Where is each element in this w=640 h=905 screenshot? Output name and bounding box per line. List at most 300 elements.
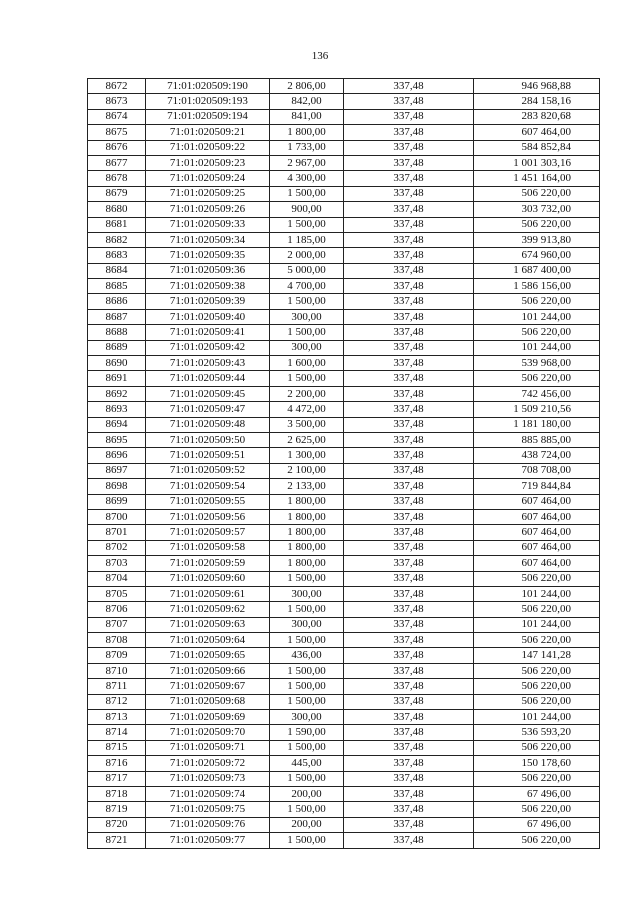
cadastral-number-cell: 71:01:020509:34 — [146, 232, 270, 247]
table-row — [88, 833, 600, 848]
table-row — [88, 740, 600, 755]
area-cell: 200,00 — [270, 786, 344, 801]
value-cell: 506 220,00 — [474, 571, 600, 586]
table-row — [88, 571, 600, 586]
area-cell: 1 800,00 — [270, 556, 344, 571]
table-row — [88, 432, 600, 447]
row-number-cell: 8686 — [88, 294, 146, 309]
table-row — [88, 294, 600, 309]
value-cell: 101 244,00 — [474, 340, 600, 355]
row-number-cell: 8697 — [88, 463, 146, 478]
row-number-cell: 8679 — [88, 186, 146, 201]
cadastral-number-cell: 71:01:020509:67 — [146, 679, 270, 694]
table-row — [88, 186, 600, 201]
rate-cell: 337,48 — [344, 725, 474, 740]
cadastral-value-table — [87, 78, 600, 849]
value-cell: 946 968,88 — [474, 79, 600, 94]
row-number-cell: 8677 — [88, 155, 146, 170]
table-row — [88, 817, 600, 832]
rate-cell: 337,48 — [344, 356, 474, 371]
table-row — [88, 509, 600, 524]
rate-cell: 337,48 — [344, 802, 474, 817]
cadastral-number-cell: 71:01:020509:59 — [146, 556, 270, 571]
table-body — [88, 79, 600, 849]
rate-cell: 337,48 — [344, 509, 474, 524]
cadastral-number-cell: 71:01:020509:193 — [146, 94, 270, 109]
area-cell: 1 800,00 — [270, 494, 344, 509]
cadastral-number-cell: 71:01:020509:35 — [146, 248, 270, 263]
value-cell: 506 220,00 — [474, 294, 600, 309]
cadastral-number-cell: 71:01:020509:39 — [146, 294, 270, 309]
value-cell: 101 244,00 — [474, 586, 600, 601]
table-row — [88, 202, 600, 217]
rate-cell: 337,48 — [344, 140, 474, 155]
rate-cell: 337,48 — [344, 679, 474, 694]
area-cell: 2 967,00 — [270, 155, 344, 170]
cadastral-number-cell: 71:01:020509:65 — [146, 648, 270, 663]
area-cell: 1 500,00 — [270, 679, 344, 694]
cadastral-number-cell: 71:01:020509:44 — [146, 371, 270, 386]
row-number-cell: 8675 — [88, 125, 146, 140]
row-number-cell: 8704 — [88, 571, 146, 586]
cadastral-number-cell: 71:01:020509:42 — [146, 340, 270, 355]
value-cell: 283 820,68 — [474, 109, 600, 124]
row-number-cell: 8700 — [88, 509, 146, 524]
row-number-cell: 8706 — [88, 602, 146, 617]
value-cell: 506 220,00 — [474, 217, 600, 232]
row-number-cell: 8714 — [88, 725, 146, 740]
value-cell: 506 220,00 — [474, 740, 600, 755]
table-row — [88, 725, 600, 740]
cadastral-number-cell: 71:01:020509:40 — [146, 309, 270, 324]
cadastral-number-cell: 71:01:020509:50 — [146, 432, 270, 447]
table-row — [88, 155, 600, 170]
value-cell: 674 960,00 — [474, 248, 600, 263]
area-cell: 1 500,00 — [270, 633, 344, 648]
table-row — [88, 494, 600, 509]
row-number-cell: 8718 — [88, 786, 146, 801]
area-cell: 1 600,00 — [270, 356, 344, 371]
row-number-cell: 8698 — [88, 479, 146, 494]
table-row — [88, 171, 600, 186]
cadastral-number-cell: 71:01:020509:76 — [146, 817, 270, 832]
value-cell: 438 724,00 — [474, 448, 600, 463]
cadastral-number-cell: 71:01:020509:62 — [146, 602, 270, 617]
row-number-cell: 8685 — [88, 279, 146, 294]
area-cell: 1 800,00 — [270, 540, 344, 555]
cadastral-number-cell: 71:01:020509:61 — [146, 586, 270, 601]
table-row — [88, 786, 600, 801]
cadastral-number-cell: 71:01:020509:41 — [146, 325, 270, 340]
value-cell: 607 464,00 — [474, 125, 600, 140]
row-number-cell: 8688 — [88, 325, 146, 340]
area-cell: 1 300,00 — [270, 448, 344, 463]
value-cell: 1 687 400,00 — [474, 263, 600, 278]
table-row — [88, 279, 600, 294]
area-cell: 1 733,00 — [270, 140, 344, 155]
area-cell: 1 500,00 — [270, 294, 344, 309]
table-row — [88, 479, 600, 494]
area-cell: 2 100,00 — [270, 463, 344, 478]
value-cell: 607 464,00 — [474, 556, 600, 571]
value-cell: 1 509 210,56 — [474, 402, 600, 417]
area-cell: 842,00 — [270, 94, 344, 109]
rate-cell: 337,48 — [344, 540, 474, 555]
rate-cell: 337,48 — [344, 833, 474, 848]
area-cell: 5 000,00 — [270, 263, 344, 278]
value-cell: 742 456,00 — [474, 386, 600, 401]
row-number-cell: 8674 — [88, 109, 146, 124]
value-cell: 1 586 156,00 — [474, 279, 600, 294]
value-cell: 506 220,00 — [474, 663, 600, 678]
table-row — [88, 232, 600, 247]
area-cell: 1 500,00 — [270, 186, 344, 201]
row-number-cell: 8696 — [88, 448, 146, 463]
row-number-cell: 8712 — [88, 694, 146, 709]
area-cell: 1 500,00 — [270, 663, 344, 678]
row-number-cell: 8710 — [88, 663, 146, 678]
row-number-cell: 8672 — [88, 79, 146, 94]
area-cell: 300,00 — [270, 309, 344, 324]
value-cell: 147 141,28 — [474, 648, 600, 663]
value-cell: 506 220,00 — [474, 802, 600, 817]
area-cell: 1 185,00 — [270, 232, 344, 247]
table-row — [88, 109, 600, 124]
table-row — [88, 540, 600, 555]
area-cell: 1 500,00 — [270, 740, 344, 755]
value-cell: 506 220,00 — [474, 325, 600, 340]
row-number-cell: 8720 — [88, 817, 146, 832]
row-number-cell: 8695 — [88, 432, 146, 447]
row-number-cell: 8683 — [88, 248, 146, 263]
table-row — [88, 125, 600, 140]
table-row — [88, 648, 600, 663]
area-cell: 1 500,00 — [270, 771, 344, 786]
value-cell: 584 852,84 — [474, 140, 600, 155]
value-cell: 719 844,84 — [474, 479, 600, 494]
table-row — [88, 402, 600, 417]
value-cell: 1 451 164,00 — [474, 171, 600, 186]
value-cell: 101 244,00 — [474, 710, 600, 725]
cadastral-number-cell: 71:01:020509:75 — [146, 802, 270, 817]
row-number-cell: 8681 — [88, 217, 146, 232]
table-row — [88, 79, 600, 94]
cadastral-number-cell: 71:01:020509:48 — [146, 417, 270, 432]
rate-cell: 337,48 — [344, 248, 474, 263]
cadastral-number-cell: 71:01:020509:68 — [146, 694, 270, 709]
rate-cell: 337,48 — [344, 325, 474, 340]
cadastral-number-cell: 71:01:020509:52 — [146, 463, 270, 478]
cadastral-number-cell: 71:01:020509:38 — [146, 279, 270, 294]
area-cell: 1 800,00 — [270, 125, 344, 140]
area-cell: 445,00 — [270, 756, 344, 771]
cadastral-number-cell: 71:01:020509:69 — [146, 710, 270, 725]
area-cell: 1 800,00 — [270, 525, 344, 540]
value-cell: 607 464,00 — [474, 540, 600, 555]
table-row — [88, 248, 600, 263]
cadastral-number-cell: 71:01:020509:26 — [146, 202, 270, 217]
value-cell: 506 220,00 — [474, 186, 600, 201]
cadastral-number-cell: 71:01:020509:74 — [146, 786, 270, 801]
rate-cell: 337,48 — [344, 432, 474, 447]
value-cell: 303 732,00 — [474, 202, 600, 217]
area-cell: 2 000,00 — [270, 248, 344, 263]
cadastral-number-cell: 71:01:020509:55 — [146, 494, 270, 509]
table-row — [88, 679, 600, 694]
area-cell: 1 500,00 — [270, 802, 344, 817]
cadastral-number-cell: 71:01:020509:56 — [146, 509, 270, 524]
cadastral-number-cell: 71:01:020509:24 — [146, 171, 270, 186]
rate-cell: 337,48 — [344, 155, 474, 170]
table-row — [88, 586, 600, 601]
area-cell: 1 500,00 — [270, 833, 344, 848]
cadastral-number-cell: 71:01:020509:70 — [146, 725, 270, 740]
table-row — [88, 340, 600, 355]
table-row — [88, 756, 600, 771]
area-cell: 1 800,00 — [270, 509, 344, 524]
row-number-cell: 8711 — [88, 679, 146, 694]
value-cell: 885 885,00 — [474, 432, 600, 447]
area-cell: 1 500,00 — [270, 602, 344, 617]
rate-cell: 337,48 — [344, 494, 474, 509]
rate-cell: 337,48 — [344, 463, 474, 478]
row-number-cell: 8702 — [88, 540, 146, 555]
area-cell: 841,00 — [270, 109, 344, 124]
rate-cell: 337,48 — [344, 571, 474, 586]
cadastral-number-cell: 71:01:020509:54 — [146, 479, 270, 494]
table-row — [88, 602, 600, 617]
row-number-cell: 8690 — [88, 356, 146, 371]
table-row — [88, 94, 600, 109]
rate-cell: 337,48 — [344, 232, 474, 247]
row-number-cell: 8684 — [88, 263, 146, 278]
cadastral-number-cell: 71:01:020509:47 — [146, 402, 270, 417]
rate-cell: 337,48 — [344, 740, 474, 755]
rate-cell: 337,48 — [344, 694, 474, 709]
rate-cell: 337,48 — [344, 448, 474, 463]
rate-cell: 337,48 — [344, 663, 474, 678]
value-cell: 506 220,00 — [474, 679, 600, 694]
row-number-cell: 8713 — [88, 710, 146, 725]
area-cell: 4 300,00 — [270, 171, 344, 186]
table-row — [88, 263, 600, 278]
rate-cell: 337,48 — [344, 479, 474, 494]
cadastral-number-cell: 71:01:020509:66 — [146, 663, 270, 678]
table-row — [88, 525, 600, 540]
page-number: 136 — [311, 50, 329, 62]
value-cell: 506 220,00 — [474, 602, 600, 617]
value-cell: 67 496,00 — [474, 786, 600, 801]
cadastral-number-cell: 71:01:020509:194 — [146, 109, 270, 124]
value-cell: 284 158,16 — [474, 94, 600, 109]
cadastral-number-cell: 71:01:020509:43 — [146, 356, 270, 371]
rate-cell: 337,48 — [344, 402, 474, 417]
area-cell: 4 700,00 — [270, 279, 344, 294]
area-cell: 2 133,00 — [270, 479, 344, 494]
area-cell: 1 500,00 — [270, 217, 344, 232]
rate-cell: 337,48 — [344, 710, 474, 725]
table-row — [88, 356, 600, 371]
area-cell: 2 806,00 — [270, 79, 344, 94]
table-row — [88, 417, 600, 432]
area-cell: 2 625,00 — [270, 432, 344, 447]
cadastral-number-cell: 71:01:020509:190 — [146, 79, 270, 94]
value-cell: 1 001 303,16 — [474, 155, 600, 170]
row-number-cell: 8701 — [88, 525, 146, 540]
rate-cell: 337,48 — [344, 771, 474, 786]
row-number-cell: 8708 — [88, 633, 146, 648]
table-row — [88, 802, 600, 817]
rate-cell: 337,48 — [344, 525, 474, 540]
area-cell: 900,00 — [270, 202, 344, 217]
area-cell: 200,00 — [270, 817, 344, 832]
rate-cell: 337,48 — [344, 617, 474, 632]
row-number-cell: 8707 — [88, 617, 146, 632]
value-cell: 506 220,00 — [474, 833, 600, 848]
table-row — [88, 617, 600, 632]
value-cell: 539 968,00 — [474, 356, 600, 371]
row-number-cell: 8680 — [88, 202, 146, 217]
value-cell: 506 220,00 — [474, 694, 600, 709]
area-cell: 1 500,00 — [270, 571, 344, 586]
row-number-cell: 8691 — [88, 371, 146, 386]
row-number-cell: 8705 — [88, 586, 146, 601]
area-cell: 1 500,00 — [270, 325, 344, 340]
rate-cell: 337,48 — [344, 79, 474, 94]
rate-cell: 337,48 — [344, 109, 474, 124]
cadastral-number-cell: 71:01:020509:58 — [146, 540, 270, 555]
area-cell: 436,00 — [270, 648, 344, 663]
rate-cell: 337,48 — [344, 817, 474, 832]
cadastral-number-cell: 71:01:020509:60 — [146, 571, 270, 586]
row-number-cell: 8689 — [88, 340, 146, 355]
value-cell: 506 220,00 — [474, 771, 600, 786]
area-cell: 300,00 — [270, 617, 344, 632]
table-row — [88, 386, 600, 401]
row-number-cell: 8719 — [88, 802, 146, 817]
value-cell: 101 244,00 — [474, 309, 600, 324]
rate-cell: 337,48 — [344, 94, 474, 109]
rate-cell: 337,48 — [344, 279, 474, 294]
area-cell: 300,00 — [270, 586, 344, 601]
rate-cell: 337,48 — [344, 633, 474, 648]
rate-cell: 337,48 — [344, 171, 474, 186]
cadastral-number-cell: 71:01:020509:36 — [146, 263, 270, 278]
value-cell: 101 244,00 — [474, 617, 600, 632]
rate-cell: 337,48 — [344, 786, 474, 801]
table-row — [88, 217, 600, 232]
area-cell: 1 500,00 — [270, 694, 344, 709]
row-number-cell: 8721 — [88, 833, 146, 848]
row-number-cell: 8676 — [88, 140, 146, 155]
row-number-cell: 8682 — [88, 232, 146, 247]
row-number-cell: 8703 — [88, 556, 146, 571]
rate-cell: 337,48 — [344, 340, 474, 355]
row-number-cell: 8687 — [88, 309, 146, 324]
value-cell: 536 593,20 — [474, 725, 600, 740]
rate-cell: 337,48 — [344, 371, 474, 386]
row-number-cell: 8699 — [88, 494, 146, 509]
table-row — [88, 556, 600, 571]
value-cell: 607 464,00 — [474, 494, 600, 509]
table-row — [88, 448, 600, 463]
table-row — [88, 710, 600, 725]
rate-cell: 337,48 — [344, 263, 474, 278]
area-cell: 300,00 — [270, 340, 344, 355]
table-row — [88, 140, 600, 155]
cadastral-number-cell: 71:01:020509:71 — [146, 740, 270, 755]
rate-cell: 337,48 — [344, 186, 474, 201]
rate-cell: 337,48 — [344, 586, 474, 601]
table-row — [88, 309, 600, 324]
value-cell: 607 464,00 — [474, 525, 600, 540]
area-cell: 1 590,00 — [270, 725, 344, 740]
value-cell: 150 178,60 — [474, 756, 600, 771]
rate-cell: 337,48 — [344, 602, 474, 617]
row-number-cell: 8716 — [88, 756, 146, 771]
row-number-cell: 8693 — [88, 402, 146, 417]
area-cell: 2 200,00 — [270, 386, 344, 401]
rate-cell: 337,48 — [344, 756, 474, 771]
table-row — [88, 633, 600, 648]
value-cell: 506 220,00 — [474, 633, 600, 648]
rate-cell: 337,48 — [344, 294, 474, 309]
rate-cell: 337,48 — [344, 309, 474, 324]
cadastral-number-cell: 71:01:020509:23 — [146, 155, 270, 170]
table-row — [88, 694, 600, 709]
area-cell: 300,00 — [270, 710, 344, 725]
rate-cell: 337,48 — [344, 386, 474, 401]
table-row — [88, 771, 600, 786]
rate-cell: 337,48 — [344, 202, 474, 217]
cadastral-number-cell: 71:01:020509:33 — [146, 217, 270, 232]
table-row — [88, 663, 600, 678]
cadastral-number-cell: 71:01:020509:64 — [146, 633, 270, 648]
value-cell: 506 220,00 — [474, 371, 600, 386]
row-number-cell: 8715 — [88, 740, 146, 755]
cadastral-number-cell: 71:01:020509:63 — [146, 617, 270, 632]
value-cell: 1 181 180,00 — [474, 417, 600, 432]
cadastral-number-cell: 71:01:020509:22 — [146, 140, 270, 155]
row-number-cell: 8694 — [88, 417, 146, 432]
row-number-cell: 8692 — [88, 386, 146, 401]
cadastral-number-cell: 71:01:020509:45 — [146, 386, 270, 401]
table-row — [88, 371, 600, 386]
cadastral-number-cell: 71:01:020509:72 — [146, 756, 270, 771]
value-cell: 399 913,80 — [474, 232, 600, 247]
value-cell: 708 708,00 — [474, 463, 600, 478]
cadastral-number-cell: 71:01:020509:25 — [146, 186, 270, 201]
rate-cell: 337,48 — [344, 417, 474, 432]
row-number-cell: 8709 — [88, 648, 146, 663]
row-number-cell: 8717 — [88, 771, 146, 786]
area-cell: 1 500,00 — [270, 371, 344, 386]
row-number-cell: 8673 — [88, 94, 146, 109]
cadastral-number-cell: 71:01:020509:73 — [146, 771, 270, 786]
cadastral-number-cell: 71:01:020509:21 — [146, 125, 270, 140]
cadastral-number-cell: 71:01:020509:57 — [146, 525, 270, 540]
rate-cell: 337,48 — [344, 217, 474, 232]
value-cell: 607 464,00 — [474, 509, 600, 524]
value-cell: 67 496,00 — [474, 817, 600, 832]
table-row — [88, 325, 600, 340]
table-row — [88, 463, 600, 478]
rate-cell: 337,48 — [344, 125, 474, 140]
cadastral-number-cell: 71:01:020509:77 — [146, 833, 270, 848]
row-number-cell: 8678 — [88, 171, 146, 186]
rate-cell: 337,48 — [344, 556, 474, 571]
rate-cell: 337,48 — [344, 648, 474, 663]
